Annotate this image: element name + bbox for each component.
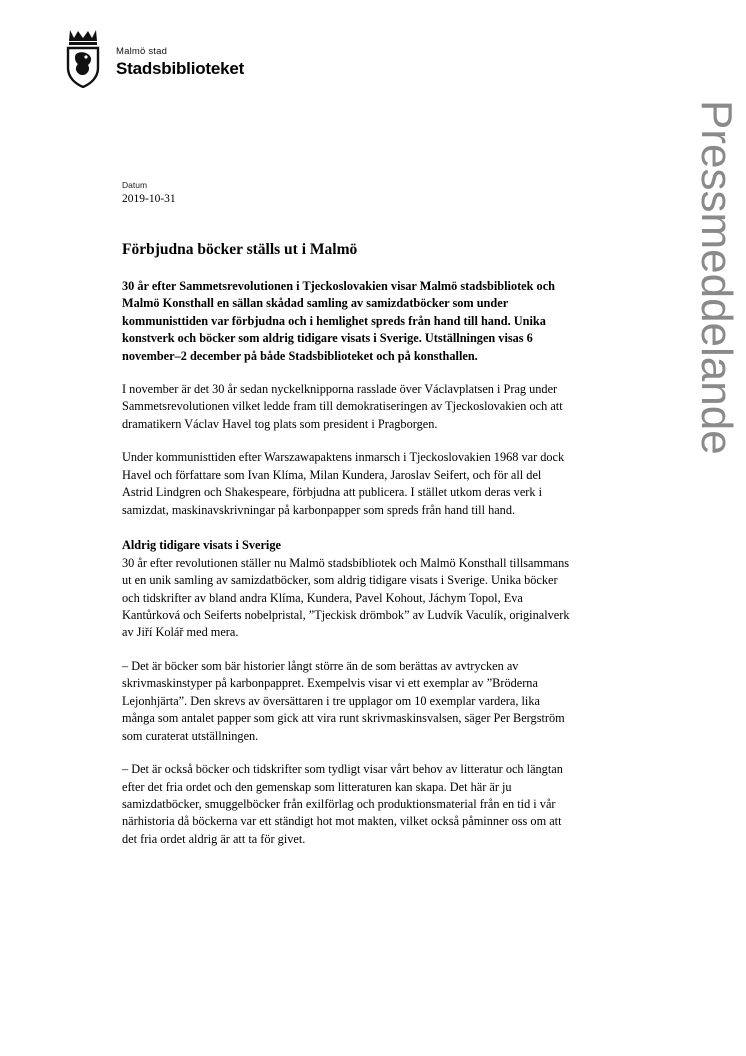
logo-block [60, 28, 244, 88]
press-release-side-label: Pressmeddelande [692, 100, 741, 455]
lead-paragraph: 30 år efter Sammetsrevolutionen i Tjeckoslovakien visar Malmö stadsbibliotek och Malmö Konsthall en sällan skådad samling av samizdatböcker som under kommunisttiden var förbjudna och i hemlighet spreds från hand till hand. Unika konstverk och böcker som aldrig tidigare visats i Sverige. Utställningen visas 6 november–2 december på både Stadsbiblioteket och på konsthallen. [122, 278, 556, 363]
body-paragraph-4: – Det är böcker som bär historier långt större än de som berättas av avtrycken av skrivmaskinstyper på karbonpappret. Exempelvis visar vi ett exemplar av ”Bröderna Lejonhjärta”. Den skrevs av översättaren i tre upplagor om 10 exemplar vardera, lika många som antalet papper som gick att vira runt skrivmaskinsvalsen, säger Per Bergström som curaterat utställningen. [122, 658, 565, 743]
logo-text [116, 46, 244, 80]
section-subheading: Aldrig tidigare visats i Sverige [122, 538, 281, 553]
logo-organization: Malmö stad [116, 46, 168, 57]
body-paragraph-1: I november är det 30 år sedan nyckelknipporna rasslade över Václavplatsen i Prag under Sammetsrevolutionen vilket ledde fram till demokratiseringen av Tjeckoslovakien och att dramatikern Václav Havel tog plats som president i Pragborgen. [122, 381, 563, 431]
document-content [122, 180, 574, 848]
body-paragraph-3: 30 år efter revolutionen ställer nu Malmö stadsbibliotek och Malmö Konsthall tillsammans ut en unik samling av samizdatböcker, som aldrig tidigare visats i Sverige. Unika böcker och tidskrifter av bland andra Klíma, Kundera, Pavel Kohout, Jáchym Topol, Eva Kantůrková och Seiferts nobelpristal, ”Tjeckisk drömbok” av Ludvík Vaculík, originalverk av Jiří Kolář med mera. [122, 555, 570, 640]
page-title: Förbjudna böcker ställs ut i Malmö [122, 240, 358, 258]
date-label: Datum [122, 180, 148, 190]
body-paragraph-5: – Det är också böcker och tidskrifter som tydligt visar vårt behov av litteratur och längtan efter det fria ordet och den gemenskap som litteraturen kan skapa. Det här är ju samizdatböcker, smuggelböcker från exilförlag och produktionsmaterial från en tid i vår närhistoria då böckerna var ett ständigt hot mot makten, vilket också påminner oss om att det fria ordet aldrig är att ta för givet. [122, 762, 563, 846]
body-paragraph-2: Under kommunisttiden efter Warszawapaktens inmarsch i Tjeckoslovakien 1968 var dock Havel och författare som Ivan Klíma, Milan Kundera, Jaroslav Seifert, och för all del Astrid Lindgren och Shakespeare, förbjudna att publicera. I stället utkom deras verk i samizdat, maskinavskrivningar på karbonpapper som spreds från hand till hand. [122, 450, 565, 517]
date-value: 2019-10-31 [122, 193, 176, 206]
malmo-city-crest-icon [60, 28, 106, 88]
logo-library-name: Stadsbiblioteket [116, 59, 245, 79]
